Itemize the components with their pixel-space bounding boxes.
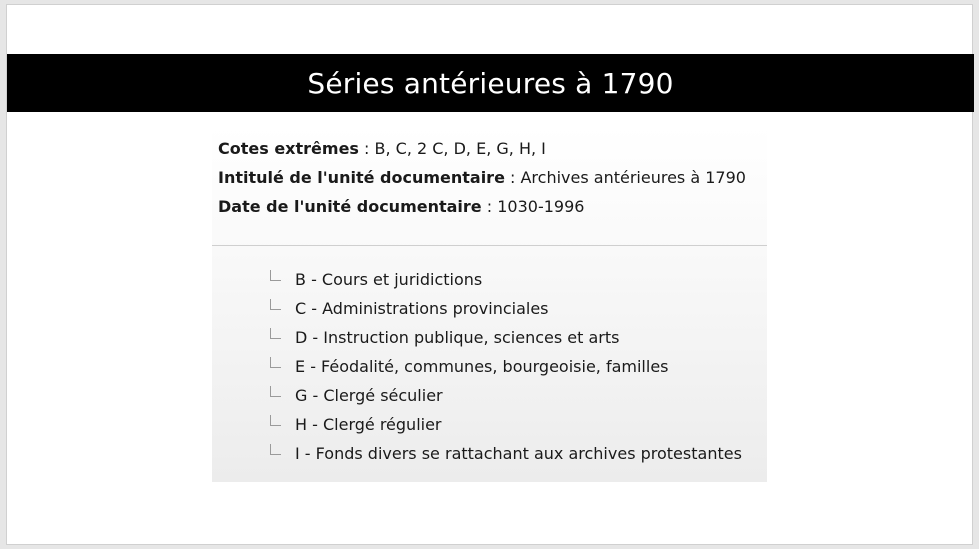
title-bar <box>7 54 974 112</box>
cotes-label: Cotes extrêmes <box>218 139 359 158</box>
series-label: E - Féodalité, communes, bourgeoisie, familles <box>295 357 669 376</box>
tree-branch-icon <box>270 386 281 397</box>
slide <box>6 4 973 545</box>
date-label: Date de l'unité documentaire <box>218 197 482 216</box>
date-row <box>218 192 746 221</box>
tree-branch-icon <box>270 299 281 310</box>
tree-branch-icon <box>270 415 281 426</box>
series-label: I - Fonds divers se rattachant aux archives protestantes <box>295 444 742 463</box>
tree-branch-icon <box>270 270 281 281</box>
series-item-e[interactable] <box>270 352 742 381</box>
series-item-g[interactable] <box>270 381 742 410</box>
series-item-b[interactable] <box>270 265 742 294</box>
series-label: D - Instruction publique, sciences et arts <box>295 328 620 347</box>
tree-branch-icon <box>270 357 281 368</box>
archive-metadata <box>218 134 746 221</box>
archive-panel <box>212 126 767 482</box>
page-title: Séries antérieures à 1790 <box>307 66 674 100</box>
intitule-row <box>218 163 746 192</box>
series-label: H - Clergé régulier <box>295 415 442 434</box>
series-item-i[interactable] <box>270 439 742 468</box>
series-label: G - Clergé séculier <box>295 386 443 405</box>
tree-branch-icon <box>270 328 281 339</box>
series-item-c[interactable] <box>270 294 742 323</box>
cotes-value: : B, C, 2 C, D, E, G, H, I <box>358 139 546 158</box>
series-item-d[interactable] <box>270 323 742 352</box>
divider <box>212 245 767 246</box>
series-label: C - Administrations provinciales <box>295 299 549 318</box>
cotes-row <box>218 134 746 163</box>
series-list <box>270 265 742 468</box>
tree-branch-icon <box>270 444 281 455</box>
series-item-h[interactable] <box>270 410 742 439</box>
intitule-label: Intitulé de l'unité documentaire <box>218 168 505 187</box>
series-label: B - Cours et juridictions <box>295 270 483 289</box>
intitule-value: : Archives antérieures à 1790 <box>504 168 746 187</box>
date-value: : 1030-1996 <box>481 197 585 216</box>
